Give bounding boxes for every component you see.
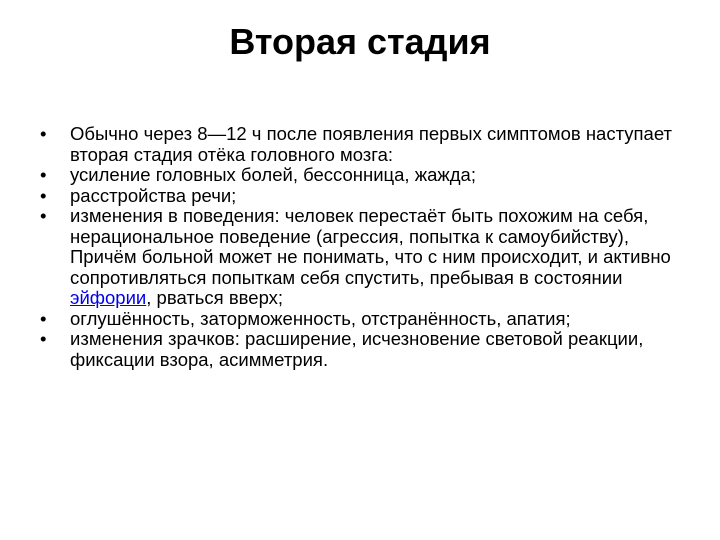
bullet-item: • усиление головных болей, бессонница, жажда;	[40, 165, 680, 186]
bullet-item: • Обычно через 8—12 ч после появления первых симптомов наступает вторая стадия отёка головного мозга:	[40, 124, 680, 165]
bullet-text: изменения в поведения: человек перестаёт быть похожим на себя, нерациональное поведение (агрессия, попытка к самоубийству), Причём больной может не понимать, что с ним происходит, и активно сопротивляться попыткам себя спустить, пребывая в состоянии	[70, 205, 671, 288]
slide-title: Вторая стадия	[229, 21, 491, 62]
bullet-item: • расстройства речи;	[40, 186, 680, 207]
euphoria-link[interactable]: эйфории	[70, 287, 147, 308]
bullet-list	[40, 124, 680, 370]
bullet-item	[40, 206, 680, 309]
bullet-text: , рваться вверх;	[146, 287, 284, 308]
bullet-item: • изменения зрачков: расширение, исчезновение световой реакции, фиксации взора, асимметрия.	[40, 329, 680, 370]
bullet-item: • оглушённость, заторможенность, отстранённость, апатия;	[40, 309, 680, 330]
